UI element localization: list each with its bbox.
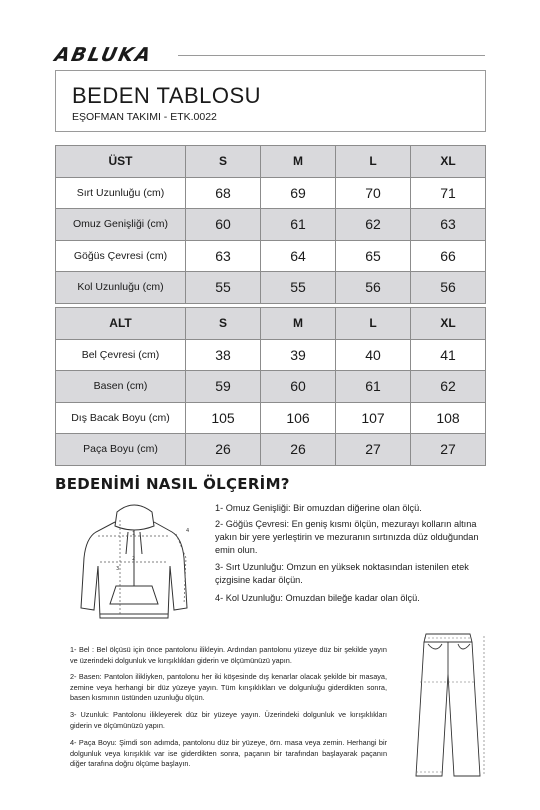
page-subtitle: EŞOFMAN TAKIMI - ETK.0022	[72, 111, 217, 123]
header-cell: L	[336, 308, 411, 340]
row-label: Basen (cm)	[56, 371, 186, 403]
table-row	[56, 402, 486, 434]
header-cell: XL	[411, 146, 486, 178]
cell-value: 63	[411, 209, 486, 241]
header-cell: M	[261, 146, 336, 178]
cell-value: 56	[411, 272, 486, 304]
page-title: BEDEN TABLOSU	[72, 83, 262, 108]
pants-illustration-icon	[402, 630, 494, 780]
cell-value: 69	[261, 177, 336, 209]
cell-value: 63	[186, 240, 261, 272]
table-header-row	[56, 308, 486, 340]
cell-value: 66	[411, 240, 486, 272]
svg-text:3: 3	[116, 566, 120, 572]
cell-value: 55	[186, 272, 261, 304]
cell-value: 70	[336, 177, 411, 209]
cell-value: 56	[336, 272, 411, 304]
cell-value: 68	[186, 177, 261, 209]
hoodie-illustration-icon	[72, 500, 197, 625]
cell-value: 26	[261, 434, 336, 466]
row-label: Dış Bacak Boyu (cm)	[56, 402, 186, 434]
header-cell: XL	[411, 308, 486, 340]
header-cell: S	[186, 308, 261, 340]
cell-value: 60	[186, 209, 261, 241]
instruction-hem: 4- Paça Boyu: Şimdi son adımda, pantolonu düz bir yüzeye, örn. masa veya zemin. Herhangi bir dolgunluk veya kırışıklık var ise giderdikten sonra, paçanın bir tarafından başlayarak paçanın diğer tarafına doğru ölçüme başlayın.	[70, 738, 387, 769]
how-to-title: BEDENİMİ NASIL ÖLÇERİM?	[55, 475, 290, 493]
cell-value: 61	[336, 371, 411, 403]
instruction-waist: 1- Bel : Bel ölçüsü için önce pantolonu ilikleyin. Ardından pantolonu yüzeye düz bir şekilde yayın ve üzerindeki dolgunluk ve kırışıklıkları giderin ve ölçümünüzü yapın.	[70, 645, 387, 665]
instruction-shoulder: 1- Omuz Genişliği: Bir omuzdan diğerine olan ölçü.	[215, 503, 422, 513]
cell-value: 61	[261, 209, 336, 241]
cell-value: 55	[261, 272, 336, 304]
table-row	[56, 209, 486, 241]
row-label: Göğüs Çevresi (cm)	[56, 240, 186, 272]
header-cell: M	[261, 308, 336, 340]
cell-value: 39	[261, 339, 336, 371]
header-cell: L	[336, 146, 411, 178]
instruction-back-length: 3- Sırt Uzunluğu: Omzun en yüksek noktasından istenilen etek çizgisine kadar ölçün.	[215, 562, 469, 585]
cell-value: 105	[186, 402, 261, 434]
instruction-chest: 2- Göğüs Çevresi: En geniş kısmı ölçün, mezurayı kolların altına yakın bir yere yerleştirin ve mezuranın sırtınızda düz olduğundan emin olun.	[215, 519, 479, 555]
brand-logo: ABLUKA	[52, 44, 155, 66]
cell-value: 65	[336, 240, 411, 272]
header-rule	[178, 55, 485, 56]
cell-value: 60	[261, 371, 336, 403]
row-label: Paça Boyu (cm)	[56, 434, 186, 466]
svg-text:4: 4	[186, 528, 190, 534]
row-label: Sırt Uzunluğu (cm)	[56, 177, 186, 209]
row-label: Omuz Genişliği (cm)	[56, 209, 186, 241]
cell-value: 107	[336, 402, 411, 434]
table-row	[56, 177, 486, 209]
table-row	[56, 371, 486, 403]
title-box	[55, 70, 486, 132]
row-label: Bel Çevresi (cm)	[56, 339, 186, 371]
table-row	[56, 434, 486, 466]
header-cell: S	[186, 146, 261, 178]
cell-value: 106	[261, 402, 336, 434]
cell-value: 64	[261, 240, 336, 272]
size-table-bottom	[55, 307, 486, 466]
row-label: Kol Uzunluğu (cm)	[56, 272, 186, 304]
table-row	[56, 339, 486, 371]
instruction-sleeve: 4- Kol Uzunluğu: Omuzdan bileğe kadar olan ölçü.	[215, 593, 420, 603]
cell-value: 40	[336, 339, 411, 371]
cell-value: 59	[186, 371, 261, 403]
cell-value: 38	[186, 339, 261, 371]
table-header-row	[56, 146, 486, 178]
table-row	[56, 272, 486, 304]
instruction-hip: 2- Basen: Pantolon ilikliyken, pantolonu her iki köşesinde dış kenarlar olacak şekilde bir masaya, zemine veya herhangi bir düz yüzeye yayın. Tüm kırışıklıkları ve dolgunluğu giderdikten sonra, basen kısmının üstünden uzunluğu ölçün.	[70, 672, 387, 703]
cell-value: 62	[336, 209, 411, 241]
svg-text:2: 2	[132, 556, 136, 562]
cell-value: 27	[411, 434, 486, 466]
header-cell: ÜST	[56, 146, 186, 178]
header-cell: ALT	[56, 308, 186, 340]
instruction-length: 3- Uzunluk: Pantolonu ilikleyerek düz bir yüzeye yayın. Üzerindeki dolgunluk ve kırışıklıkları giderin ve ölçümünüzü yapın.	[70, 710, 387, 730]
cell-value: 108	[411, 402, 486, 434]
svg-text:1: 1	[132, 531, 136, 537]
table-row	[56, 240, 486, 272]
cell-value: 27	[336, 434, 411, 466]
cell-value: 71	[411, 177, 486, 209]
size-table-top	[55, 145, 486, 304]
cell-value: 62	[411, 371, 486, 403]
cell-value: 26	[186, 434, 261, 466]
cell-value: 41	[411, 339, 486, 371]
